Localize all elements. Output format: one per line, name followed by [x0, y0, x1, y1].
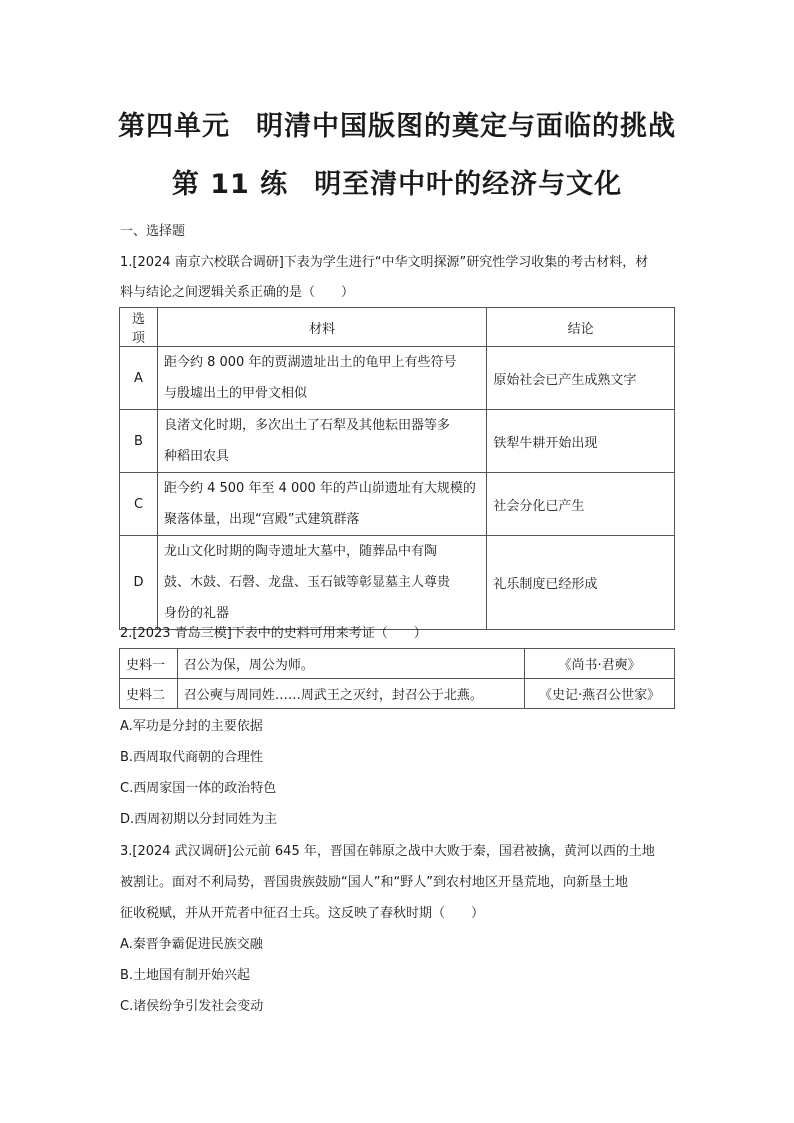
- table-header-row: [120, 308, 675, 347]
- table-row: [120, 410, 675, 473]
- q3-stem-line1: 3.[2024 武汉调研]公元前 645 年，晋国在韩原之战中大败于秦，国君被擒，黄河以西的土地: [120, 844, 655, 859]
- material-line: 距今约 4 500 年至 4 000 年的芦山峁遗址有大规模的: [163, 481, 476, 496]
- q1-stem-line2: 料与结论之间逻辑关系正确的是（ ）: [120, 285, 355, 300]
- q3-option-b: B.土地国有制开始兴起: [120, 968, 251, 983]
- row-conclusion: 原始社会已产生成熟文字: [487, 347, 675, 410]
- table-row: [120, 649, 675, 679]
- q2-option-d: D.西周初期以分封同姓为主: [120, 812, 278, 827]
- material-line: 身份的礼器: [163, 606, 229, 621]
- material-line: 与殷墟出土的甲骨文相似: [163, 386, 307, 401]
- section-heading: 一、选择题: [120, 224, 186, 239]
- row-material: [157, 410, 486, 473]
- q3-stem-line2: 被割让。面对不利局势，晋国贵族鼓励“国人”和“野人”到农村地区开垦荒地，向新垦土地: [120, 875, 628, 890]
- row-material: [157, 347, 486, 410]
- material-line: 聚落体量，出现“宫殿”式建筑群落: [163, 512, 360, 527]
- material-line: 距今约 8 000 年的贾湖遗址出土的龟甲上有些符号: [163, 355, 457, 370]
- source-label: 史料一: [120, 649, 178, 679]
- q3-option-c: C.诸侯纷争引发社会变动: [120, 999, 264, 1014]
- source-text: 召公奭与周同姓……周武王之灭纣，封召公于北燕。: [177, 679, 524, 709]
- unit-number: 第四单元: [118, 111, 230, 142]
- row-conclusion: 礼乐制度已经形成: [487, 536, 675, 630]
- q2-option-b: B.西周取代商朝的合理性: [120, 750, 264, 765]
- material-line: 龙山文化时期的陶寺遗址大墓中，随葬品中有陶: [163, 544, 437, 559]
- material-line: 良渚文化时期，多次出土了石犁及其他耘田器等多: [163, 418, 450, 433]
- row-option: D: [120, 536, 158, 630]
- q2-table: [119, 648, 675, 709]
- source-label: 史料二: [120, 679, 178, 709]
- lesson-name: 明至清中叶的经济与文化: [314, 169, 623, 200]
- header-option: 选项: [120, 308, 158, 347]
- q2-stem: 2.[2023 青岛三模]下表中的史料可用来考证（ ）: [120, 626, 427, 641]
- table-row: [120, 536, 675, 630]
- row-option: B: [120, 410, 158, 473]
- row-conclusion: 社会分化已产生: [487, 473, 675, 536]
- material-line: 鼓、木鼓、石磬、龙盘、玉石钺等彰显墓主人尊贵: [163, 575, 450, 590]
- row-option: A: [120, 347, 158, 410]
- row-material: [157, 473, 486, 536]
- q2-option-c: C.西周家国一体的政治特色: [120, 781, 277, 796]
- q2-option-a: A.军功是分封的主要依据: [120, 719, 263, 734]
- lesson-title: [0, 162, 794, 201]
- row-option: C: [120, 473, 158, 536]
- unit-title: [0, 104, 794, 143]
- unit-name: 明清中国版图的奠定与面临的挑战: [256, 111, 676, 142]
- source-text: 召公为保，周公为师。: [177, 649, 524, 679]
- row-material: [157, 536, 486, 630]
- table-row: [120, 473, 675, 536]
- q3-stem-line3: 征收税赋，并从开荒者中征召士兵。这反映了春秋时期（ ）: [120, 906, 485, 921]
- header-conclusion: 结论: [487, 308, 675, 347]
- q1-table: [119, 307, 675, 630]
- header-material: 材料: [157, 308, 486, 347]
- row-conclusion: 铁犁牛耕开始出现: [487, 410, 675, 473]
- table-row: [120, 347, 675, 410]
- table-row: [120, 679, 675, 709]
- lesson-number: 第 11 练: [171, 169, 289, 200]
- source-citation: 《尚书·君奭》: [525, 649, 675, 679]
- q1-stem-line1: 1.[2024 南京六校联合调研]下表为学生进行“中华文明探源”研究性学习收集的考古材料，材: [120, 255, 649, 270]
- q3-option-a: A.秦晋争霸促进民族交融: [120, 937, 263, 952]
- source-citation: 《史记·燕召公世家》: [525, 679, 675, 709]
- material-line: 种稻田农具: [163, 449, 229, 464]
